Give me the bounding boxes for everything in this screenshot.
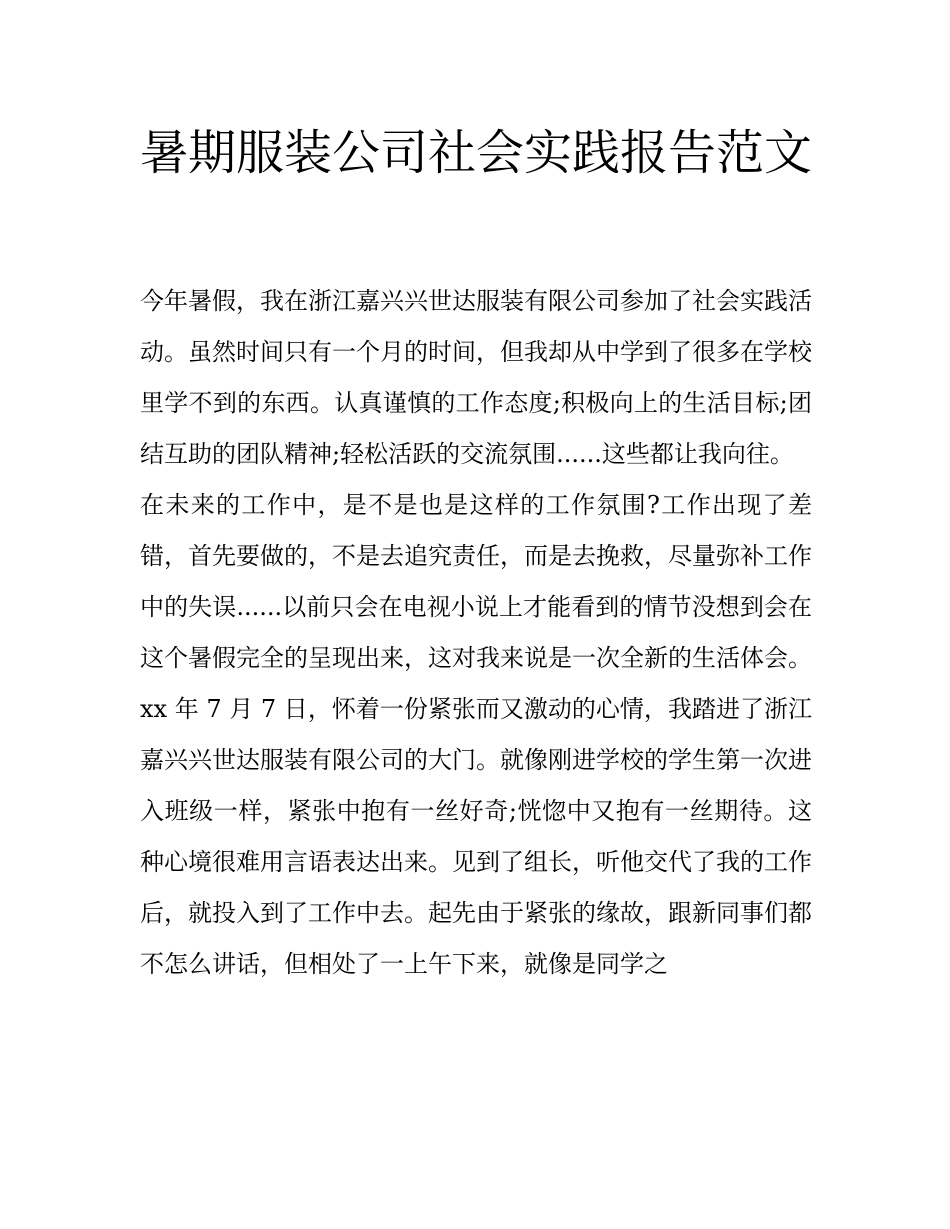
document-title: 暑期服装公司社会实践报告范文 [140,125,813,181]
document-body [140,276,812,990]
paragraph-2: 在未来的工作中，是不是也是这样的工作氛围?工作出现了差错，首先要做的，不是去追究责任，而是去挽救，尽量弥补工作中的失误......以前只会在电视小说上才能看到的情节没想到会在这个暑假完全的呈现出来，这对我来说是一次全新的生活体会。 [140,491,812,672]
paragraph-1: 今年暑假，我在浙江嘉兴兴世达服装有限公司参加了社会实践活动。虽然时间只有一个月的时间，但我却从中学到了很多在学校里学不到的东西。认真谨慎的工作态度;积极向上的生活目标;团结互助的团队精神;轻松活跃的交流氛围......这些都让我向往。 [140,287,812,468]
paragraph-3: xx 年 7 月 7 日，怀着一份紧张而又激动的心情，我踏进了浙江嘉兴兴世达服装有限公司的大门。就像刚进学校的学生第一次进入班级一样，紧张中抱有一丝好奇;恍惚中又抱有一丝期待。这种心境很难用言语表达出来。见到了组长，听他交代了我的工作后，就投入到了工作中去。起先由于紧张的缘故，跟新同事们都不怎么讲话，但相处了一上午下来，就像是同学之 [140,695,812,978]
